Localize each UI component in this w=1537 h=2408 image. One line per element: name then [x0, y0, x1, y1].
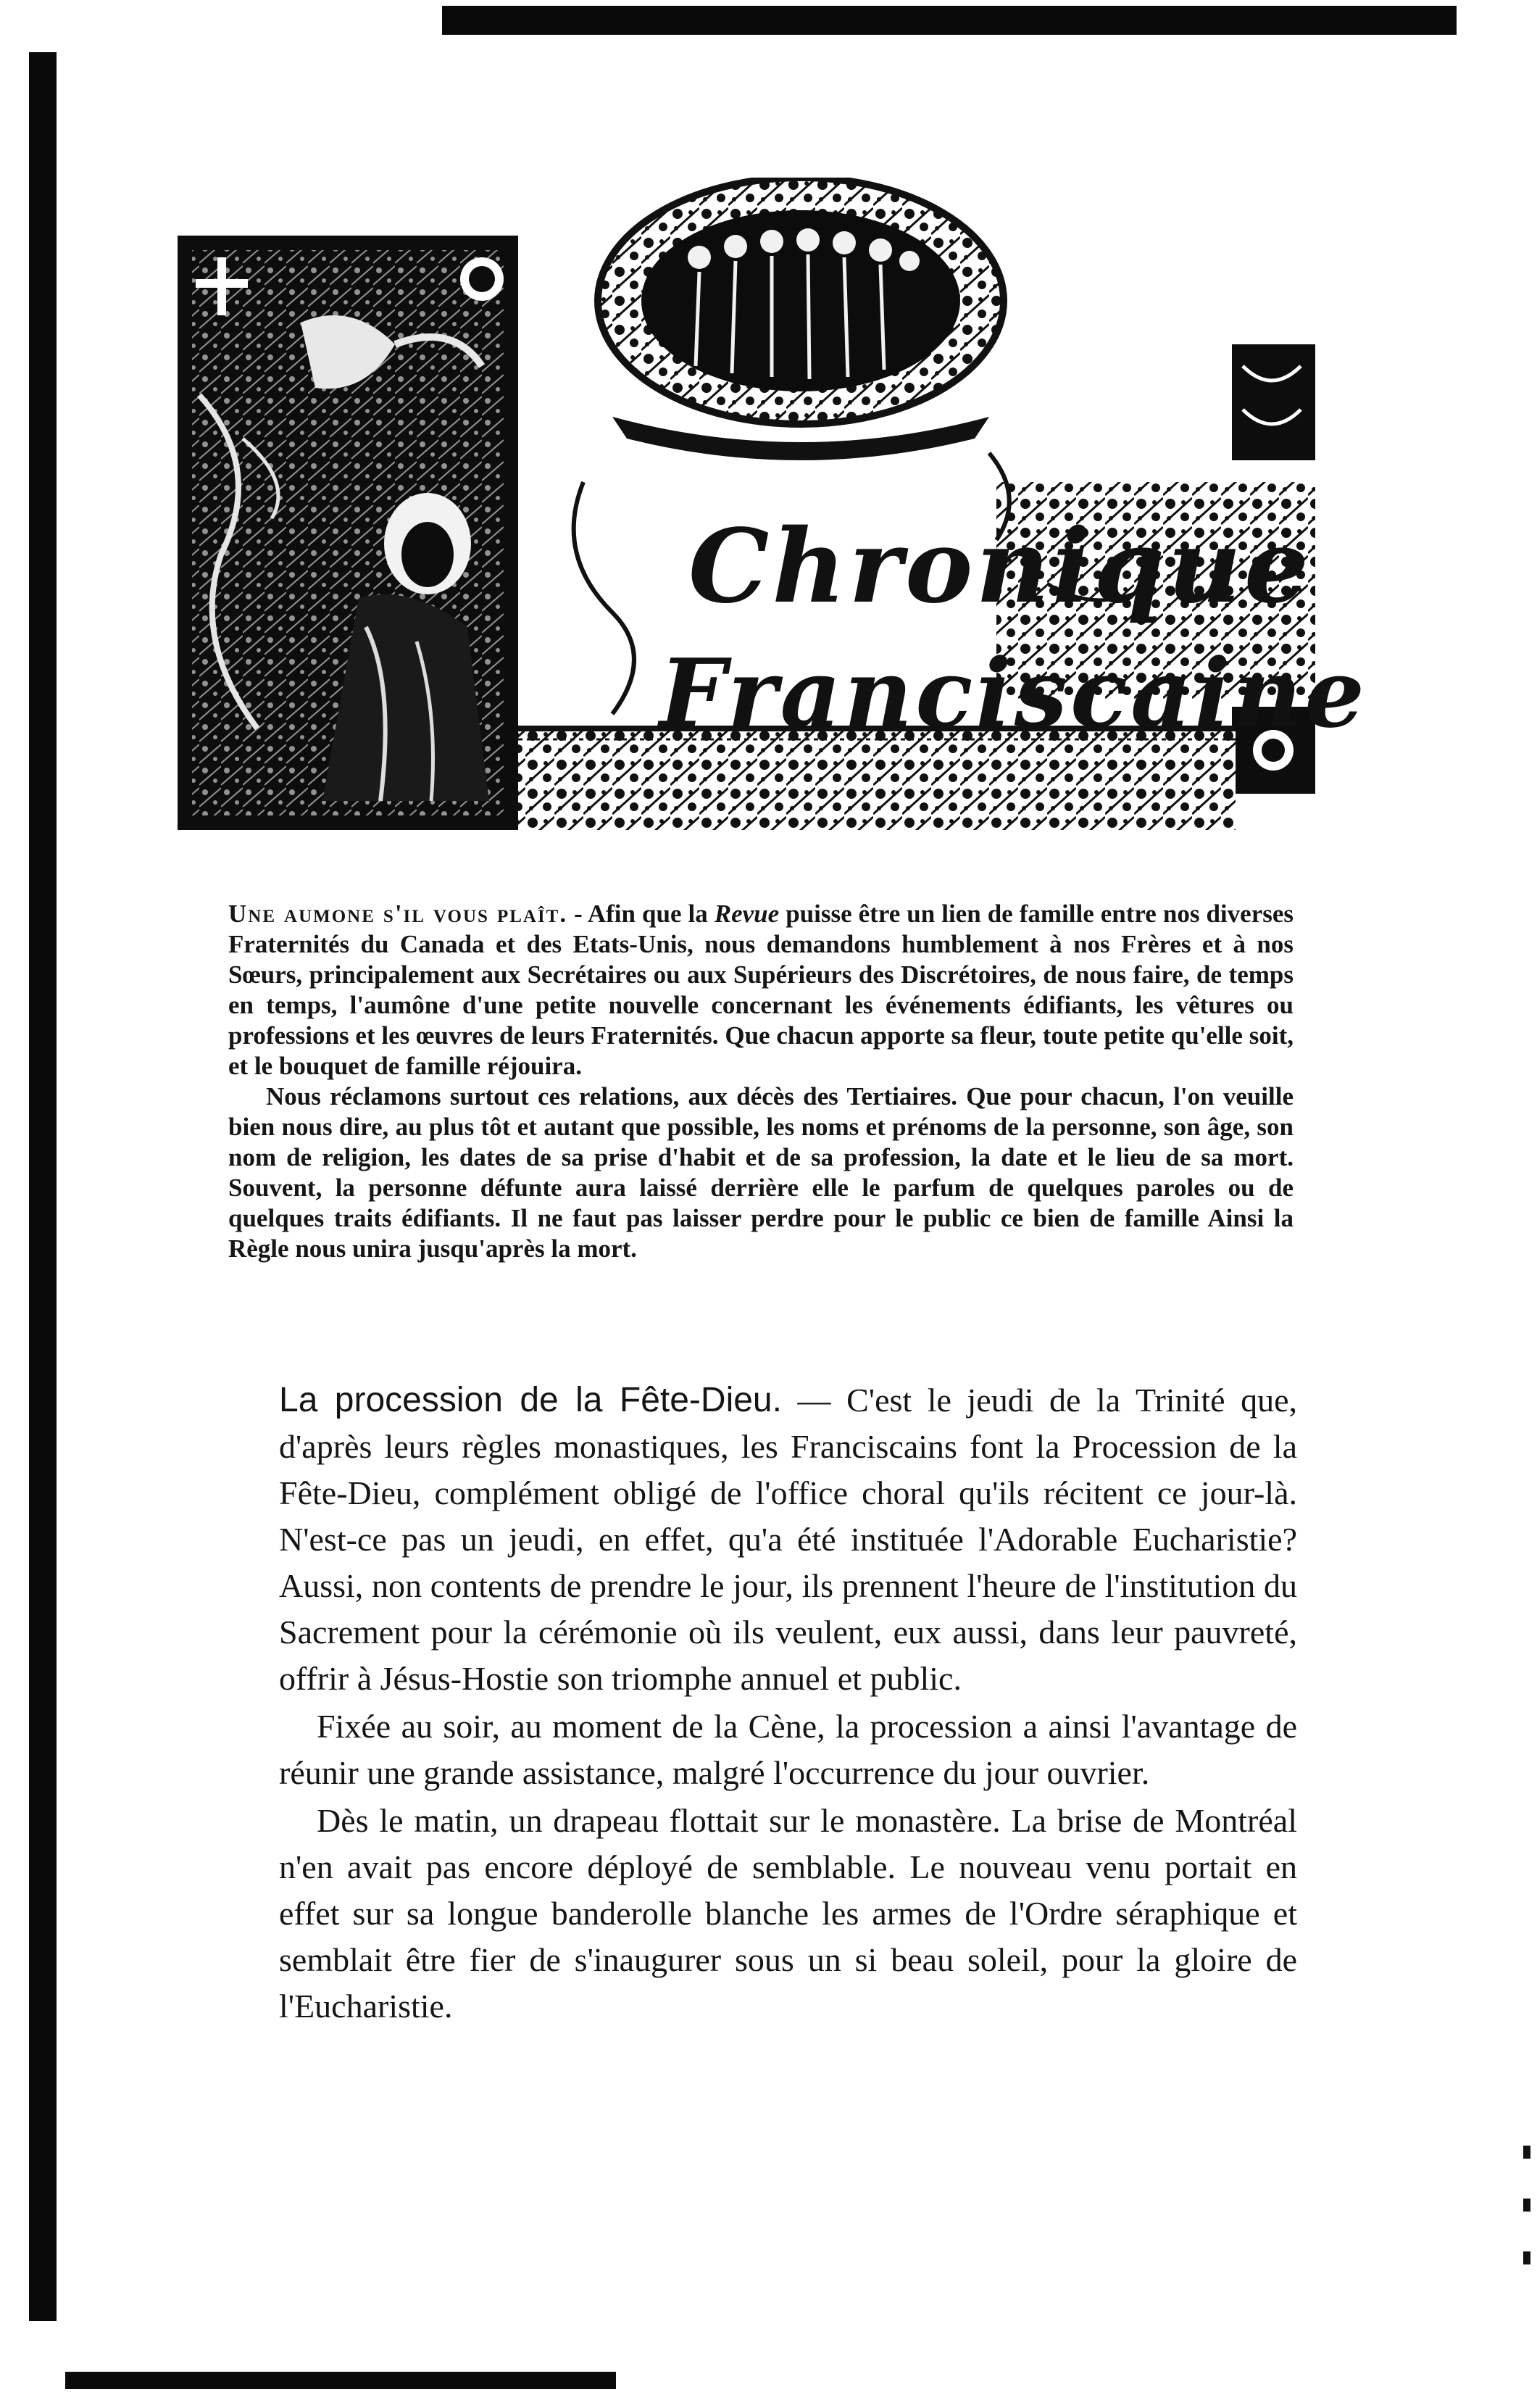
notice-paragraph-1	[228, 899, 1294, 1081]
article-paragraph-2: Fixée au soir, au moment de la Cène, la procession a ainsi l'avantage de réunir une grande assistance, malgré l'occurrence du jour ouvrier.	[279, 1708, 1297, 1791]
scan-mark	[1523, 2199, 1530, 2212]
article-heading: La procession de la Fête-Dieu.	[279, 1381, 782, 1419]
notice-block	[228, 899, 1294, 1264]
scan-mark	[1523, 2146, 1530, 2159]
notice-text-part2: puisse être un lien de famille entre nos diverses Fraternités du Canada et des Etats-Unis, nous demandons humblement à nos Frères et à nos Sœurs, principalement aux Secrétaires ou aux Supérieurs des Discrétoires, de nous faire, de temps en temps, l'aumône d'une petite nouvelle concernant les événements édifiants, les vêtures ou professions et les œuvres de leurs Fraternités. Que chacun apporte sa fleur, toute petite qu'elle soit, et le bouquet de famille réjouira.	[228, 900, 1294, 1080]
scan-right-marks	[1523, 2146, 1530, 2305]
article-paragraph-1-text: C'est le jeudi de la Trinité que, d'après leurs règles monastiques, les Franciscains font la Procession de la Fête-Dieu, complément obligé de l'office choral qu'ils récitent ce jour-là. N'est-ce pas un jeudi, en effet, qu'a été instituée l'Adorable Eucharistie? Aussi, non contents de prendre le jour, ils prennent l'heure de l'institution du Sacrement pour la cérémonie où ils veulent, eux aussi, dans leur pauvreté, offrir à Jésus-Hostie son triomphe annuel et public.	[279, 1382, 1298, 1697]
notice-text-part1: Afin que la	[587, 900, 715, 928]
scan-left-edge	[29, 52, 57, 2321]
article-paragraph-1	[279, 1377, 1297, 1702]
notice-lead: Une aumone s'il vous plaît.	[228, 900, 568, 928]
scan-top-edge	[442, 6, 1457, 35]
article-body	[279, 1377, 1297, 2031]
masthead-title-line2: Franciscaine	[659, 638, 1367, 749]
notice-paragraph-2: Nous réclamons surtout ces relations, aux décès des Tertiaires. Que pour chacun, l'on veuille bien nous dire, au plus tôt et autant que possible, les noms et prénoms de la personne, son âge, son nom de religion, les dates de sa prise d'habit et de sa profession, la date et le lieu de sa mort. Souvent, la personne défunte aura laissé derrière elle le parfum de quelques paroles ou de quelques traits édifiants. Il ne faut pas laisser perdre pour le public ce bien de famille Ainsi la Règle nous unira jusqu'après la mort.	[228, 1082, 1294, 1263]
scan-mark	[1523, 2251, 1530, 2264]
scan-bottom-edge	[65, 2372, 616, 2389]
masthead-title-line1: Chronique	[688, 507, 1312, 626]
notice-dash: -	[567, 900, 588, 928]
article-heading-dash: —	[781, 1382, 847, 1419]
notice-revue: Revue	[714, 900, 780, 928]
article-paragraph-3: Dès le matin, un drapeau flottait sur le monastère. La brise de Montréal n'en avait pas encore déployé de semblable. Le nouveau venu portait en effet sur sa longue banderolle blanche les armes de l'Ordre séraphique et semblait être fier de s'inaugurer sous un si beau soleil, pour la gloire de l'Eucharistie.	[279, 1802, 1297, 2025]
